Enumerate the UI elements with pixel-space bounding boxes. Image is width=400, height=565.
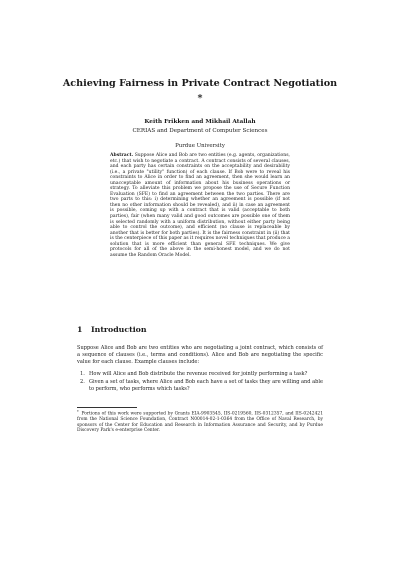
- section-heading: [77, 325, 147, 335]
- section-number: 1: [77, 325, 83, 334]
- footnote-divider: [77, 407, 137, 408]
- footnote-text: Portions of this work were supported by Grants EIA-9903545, IIS-0219560, IIS-0312357, and IIS-0242421 from the National Science Foundation, Contract N00014-02-1-0364 from the Office of Naval Research, by sponsors of the Center for Education and Research in Information Assurance and Security, and by Purdue Discovery Park's e-enterprise Center.: [77, 411, 323, 434]
- example-clauses-list: [80, 371, 323, 393]
- paper-affiliation: CERIAS and Department of Computer Sciences: [132, 128, 268, 134]
- paper-title: Achieving Fairness in Private Contract Negotiation *: [62, 78, 338, 104]
- section-title: Introduction: [91, 325, 147, 334]
- list-item-text: How will Alice and Bob distribute the revenue received for jointly performing a task?: [89, 371, 308, 377]
- list-item-text: Given a set of tasks, where Alice and Bob each have a set of tasks they are willing and able to perform, who performs which tasks?: [89, 378, 323, 392]
- list-item-number: 2.: [80, 378, 85, 385]
- list-item: [80, 371, 323, 378]
- list-item: [80, 379, 323, 393]
- intro-paragraph: Suppose Alice and Bob are two entities who are negotiating a joint contract, which consists of a sequence of clauses (i.e., terms and conditions). Alice and Bob are negotiating the specific value for each clause. Example clauses include:: [77, 345, 323, 365]
- footnote: [77, 410, 323, 434]
- abstract: [110, 153, 290, 258]
- paper-university: Purdue University: [175, 143, 225, 149]
- abstract-label: Abstract.: [110, 153, 134, 158]
- abstract-text: Suppose Alice and Bob are two entities (e.g. agents, organizations, etc.) that wish to negotiate a contract. A contract consists of several clauses, and each party has certain constraints on the acceptability and desirability (i.e., a private "utility" function) of each clause. If Bob were to reveal his constraints to Alice in order to find an agreement, then she would learn an unacceptable amount of information about his business operations or strategy. To alleviate this problem we propose the use of Secure Function Evaluation (SFE) to find an agreement between the two parties. There are two parts to this: i) determining whether an agreement is possible (if not then no other information should be revealed), and ii) in case an agreement is possible, coming up with a contract that is valid (acceptable to both parties), fair (when many valid and good outcomes are possible one of them is selected randomly with a uniform distribution, without either party being able to control the outcome), and efficient (no clause is replaceable by another that is better for both parties). It is the fairness constraint in (ii) that is the centerpiece of this paper as it requires novel techniques that produce a solution that is more efficient than general SFE techniques. We give protocols for all of the above in the semi-honest model, and we do not assume the Random Oracle Model.: [110, 153, 290, 258]
- list-item-number: 1.: [80, 371, 85, 377]
- paper-authors: Keith Frikken and Mikhail Atallah: [144, 119, 256, 125]
- footnote-mark: *: [77, 410, 79, 414]
